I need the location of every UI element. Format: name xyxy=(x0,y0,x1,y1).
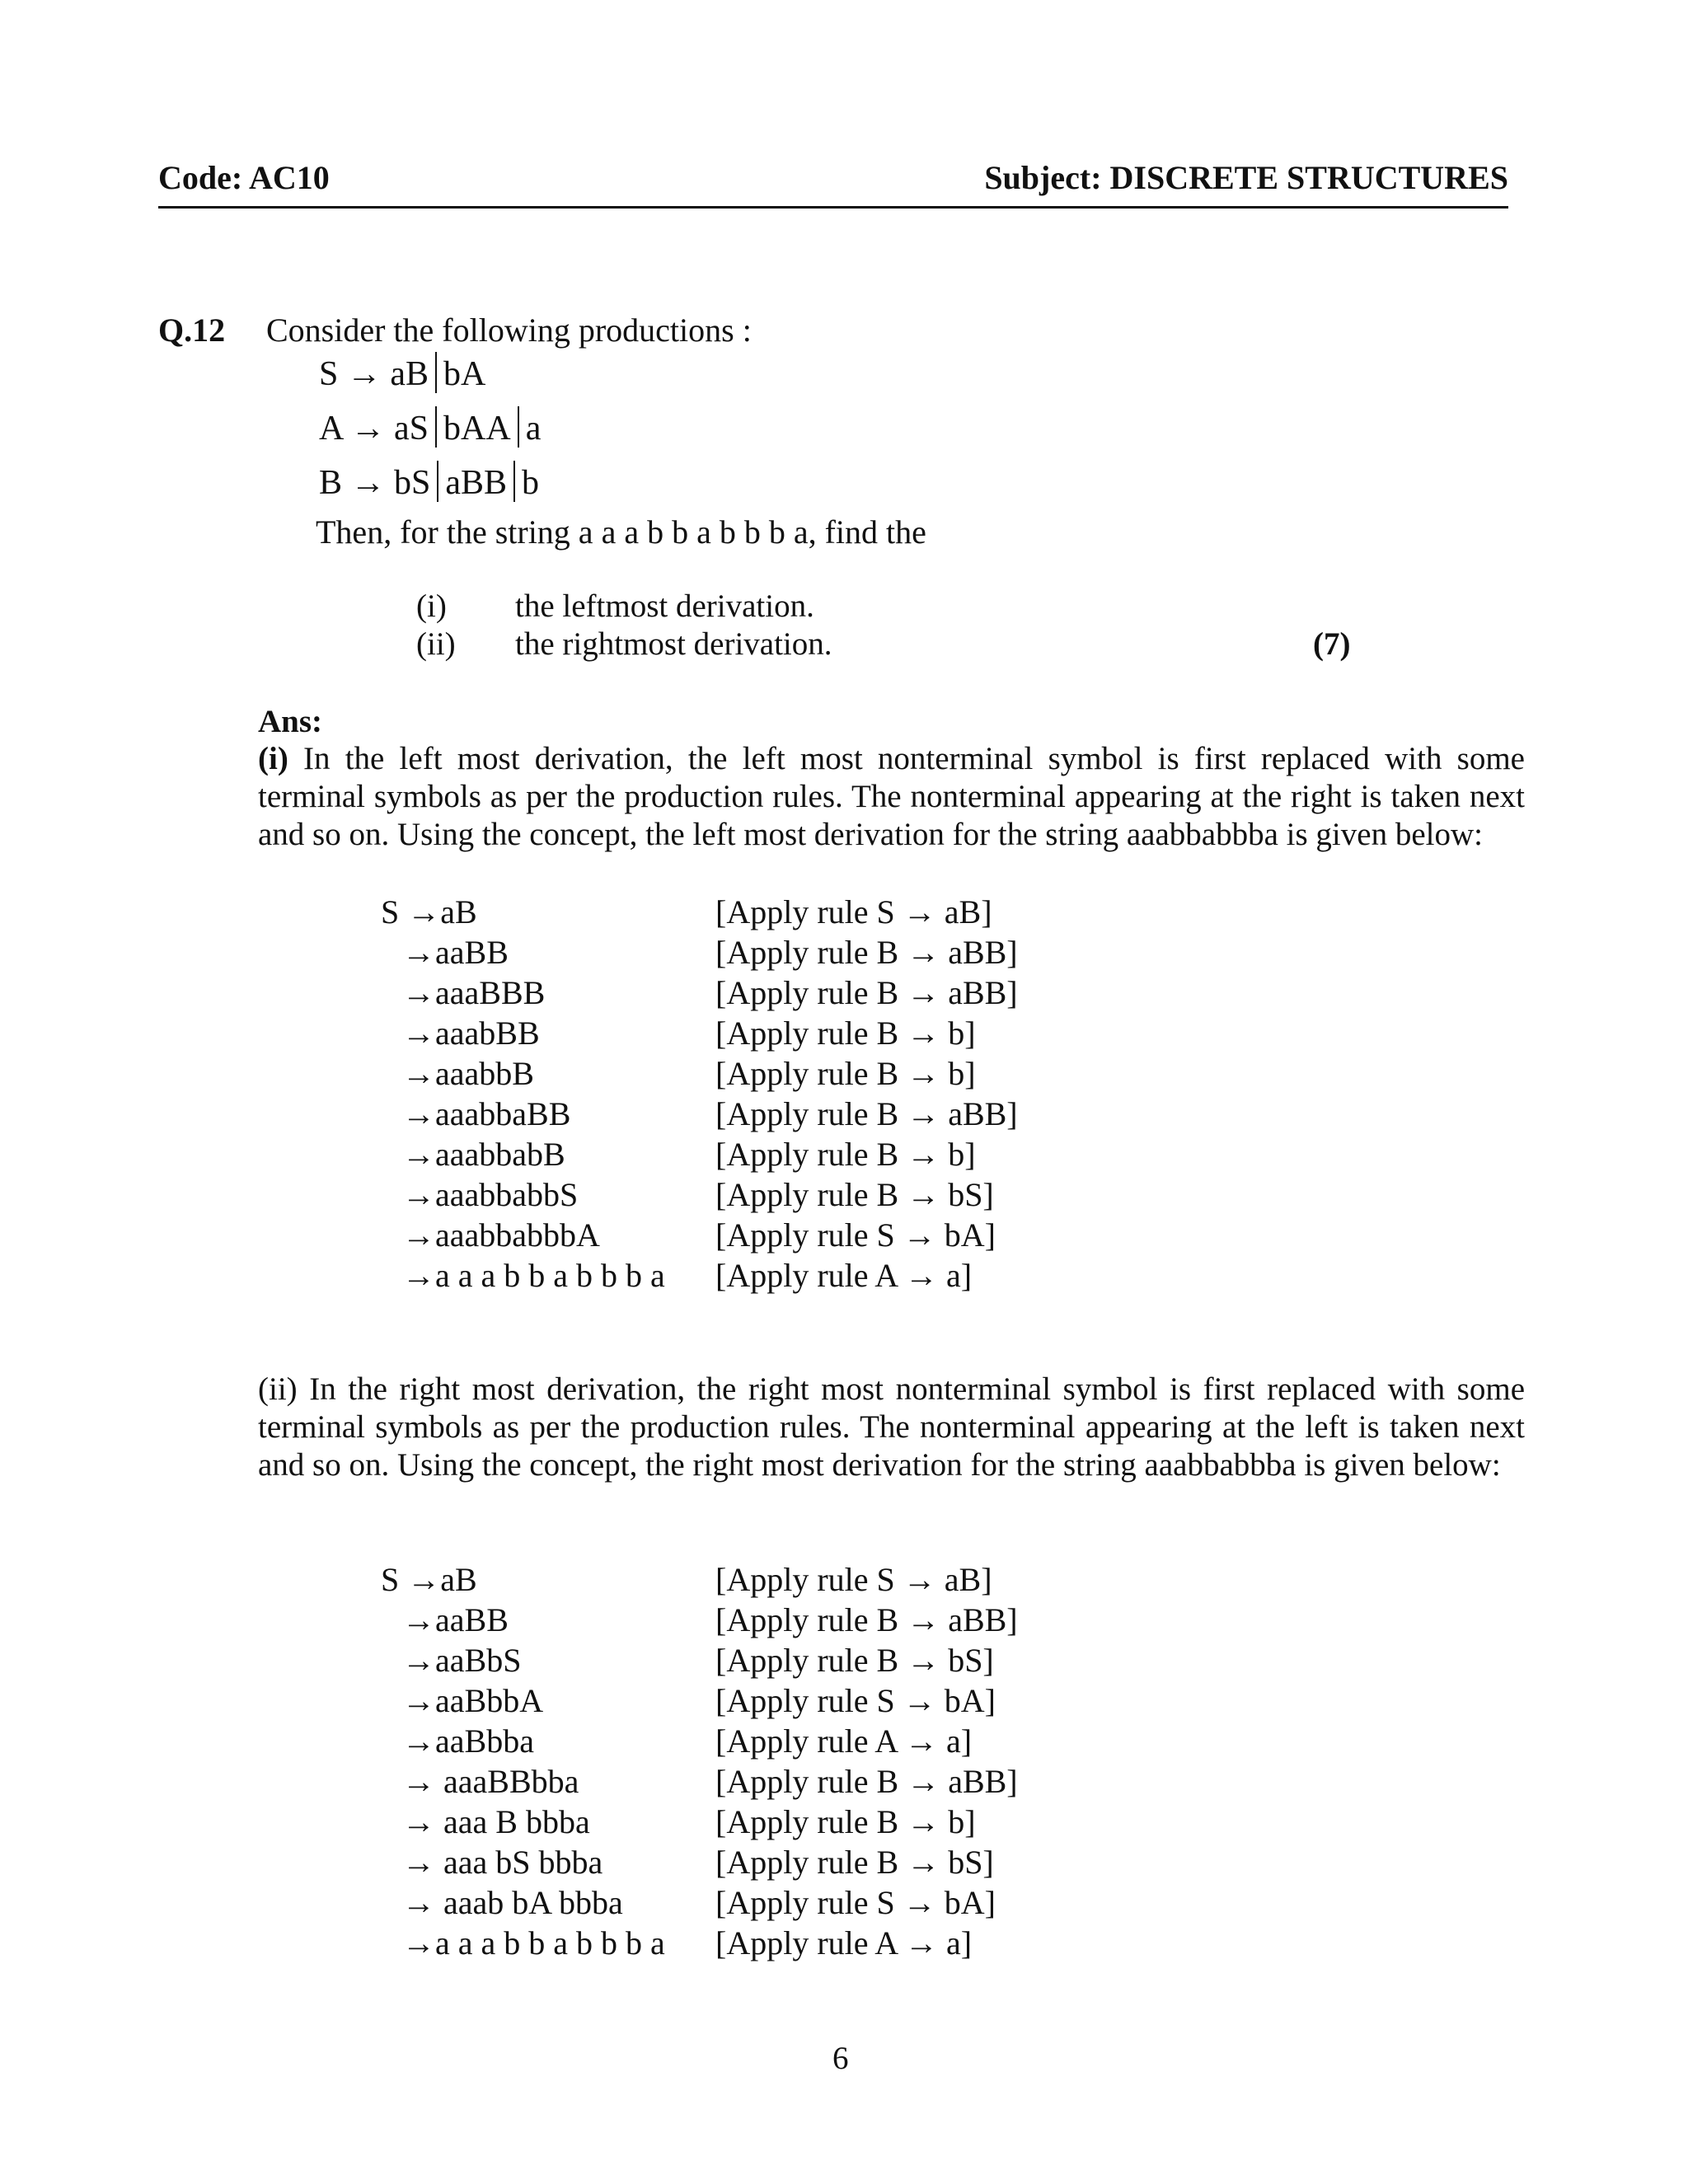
derivation-step xyxy=(0,1924,1688,1964)
derivation-step xyxy=(0,1601,1688,1641)
derivation-form: →aaBbbA xyxy=(402,1682,544,1719)
derivation-rule: [Apply rule S → bA] xyxy=(715,1884,996,1921)
derivation-form: →a a a b b a b b b a xyxy=(402,1924,665,1961)
derivation-form: S →aB xyxy=(381,893,477,930)
alternation-bar xyxy=(435,406,437,448)
derivation-rule: [Apply rule B → b] xyxy=(715,1015,976,1052)
derivation-step xyxy=(0,973,1688,1014)
derivation-rule: [Apply rule B → bS] xyxy=(715,1642,994,1679)
item-label-i: (i) xyxy=(416,588,447,624)
answer-part1-paragraph xyxy=(258,740,1525,854)
derivation-rule: [Apply rule B → bS] xyxy=(715,1176,994,1213)
production-a xyxy=(319,406,541,448)
derivation-form: S →aB xyxy=(381,1561,477,1598)
derivation-form: →aaBB xyxy=(402,934,509,971)
derivation-step xyxy=(0,1054,1688,1094)
production-head: S → aB xyxy=(319,355,429,393)
answer-part2-text: (ii) In the right most derivation, the right most nonterminal symbol is first replaced with some terminal symbols as per the production rules. The nonterminal appearing at the left is taken next and so on. Using the concept, the right most derivation for the string aaabbabbba is given below: xyxy=(258,1371,1525,1483)
alternation-bar xyxy=(437,461,438,502)
derivation-rule: [Apply rule S → aB] xyxy=(715,893,992,930)
derivation-step xyxy=(0,893,1688,933)
alternation-bar xyxy=(513,461,515,502)
production-alt: bAA xyxy=(443,410,511,448)
answer-label: Ans: xyxy=(258,704,323,739)
alternation-bar xyxy=(518,406,519,448)
derivation-form: →aaabbB xyxy=(402,1055,534,1092)
production-alt: a xyxy=(525,410,542,448)
derivation-form: →aaabbabbbA xyxy=(402,1216,600,1254)
production-alt: b xyxy=(522,464,540,502)
question-then-text: Then, for the string a a a b b a b b b a, find the xyxy=(316,513,926,551)
header-divider xyxy=(158,206,1508,209)
derivation-form: →aaabBB xyxy=(402,1015,540,1052)
production-head: A → aS xyxy=(319,410,429,448)
derivation-form: →aaBbba xyxy=(402,1722,534,1760)
derivation-step xyxy=(0,933,1688,973)
derivation-rule: [Apply rule S → bA] xyxy=(715,1216,996,1254)
derivation-form: →aaabbaBB xyxy=(402,1095,571,1132)
derivation-rule: [Apply rule S → aB] xyxy=(715,1561,992,1598)
item-text-ii: the rightmost derivation. xyxy=(515,626,832,662)
derivation-form: → aaaBBbba xyxy=(402,1763,579,1800)
derivation-form: →a a a b b a b b b a xyxy=(402,1257,665,1294)
question-number: Q.12 xyxy=(158,312,226,349)
derivation-rule: [Apply rule B → aBB] xyxy=(715,974,1018,1011)
derivation-step xyxy=(0,1722,1688,1762)
item-label-ii: (ii) xyxy=(416,626,456,662)
derivation-rule: [Apply rule B → aBB] xyxy=(715,1763,1018,1800)
exam-code: Code: AC10 xyxy=(158,159,330,196)
alternation-bar xyxy=(435,352,437,393)
derivation-rule: [Apply rule B → aBB] xyxy=(715,1095,1018,1132)
production-alt: bA xyxy=(443,355,486,393)
answer-part1-lead: (i) xyxy=(258,741,288,776)
derivation-step xyxy=(0,1094,1688,1135)
derivation-rule: [Apply rule B → b] xyxy=(715,1803,976,1840)
derivation-rule: [Apply rule B → b] xyxy=(715,1055,976,1092)
answer-part2-paragraph xyxy=(258,1371,1525,1484)
derivation-step xyxy=(0,1175,1688,1216)
derivation-rule: [Apply rule A → a] xyxy=(715,1257,973,1294)
production-alt: aBB xyxy=(445,464,508,502)
derivation-step xyxy=(0,1560,1688,1601)
derivation-rule: [Apply rule B → aBB] xyxy=(715,934,1018,971)
production-head: B → bS xyxy=(319,464,431,502)
derivation-rule: [Apply rule B → bS] xyxy=(715,1844,994,1881)
production-s xyxy=(319,352,485,394)
derivation-step xyxy=(0,1014,1688,1054)
derivation-form: → aaa B bbba xyxy=(402,1803,590,1840)
derivation-rule: [Apply rule A → a] xyxy=(715,1924,973,1961)
derivation-rule: [Apply rule B → b] xyxy=(715,1136,976,1173)
derivation-step xyxy=(0,1681,1688,1722)
item-text-i: the leftmost derivation. xyxy=(515,588,814,624)
derivation-form: →aaaBBB xyxy=(402,974,546,1011)
derivation-form: →aaBB xyxy=(402,1601,509,1638)
production-b xyxy=(319,461,539,503)
derivation-step xyxy=(0,1135,1688,1175)
derivation-step xyxy=(0,1843,1688,1883)
question-intro: Consider the following productions : xyxy=(266,312,752,349)
question-marks: (7) xyxy=(1313,626,1351,662)
derivation-rule: [Apply rule A → a] xyxy=(715,1722,973,1760)
derivation-rule: [Apply rule S → bA] xyxy=(715,1682,996,1719)
derivation-rule: [Apply rule B → aBB] xyxy=(715,1601,1018,1638)
derivation-form: →aaBbS xyxy=(402,1642,522,1679)
derivation-form: →aaabbabbS xyxy=(402,1176,579,1213)
derivation-step xyxy=(0,1883,1688,1924)
derivation-step xyxy=(0,1641,1688,1681)
answer-part1-text: In the left most derivation, the left most nonterminal symbol is first replaced with some terminal symbols as per the production rules. The nonterminal appearing at the right is taken next and so on. Using the concept, the left most derivation for the string aaabbabbba is given below: xyxy=(258,741,1525,852)
derivation-form: → aaa bS bbba xyxy=(402,1844,603,1881)
derivation-step xyxy=(0,1216,1688,1256)
derivation-step xyxy=(0,1256,1688,1296)
derivation-form: → aaab bA bbba xyxy=(402,1884,623,1921)
derivation-step xyxy=(0,1802,1688,1843)
exam-subject: Subject: DISCRETE STRUCTURES xyxy=(984,159,1508,196)
derivation-step xyxy=(0,1762,1688,1802)
page-number: 6 xyxy=(832,2041,849,2076)
derivation-form: →aaabbabB xyxy=(402,1136,565,1173)
